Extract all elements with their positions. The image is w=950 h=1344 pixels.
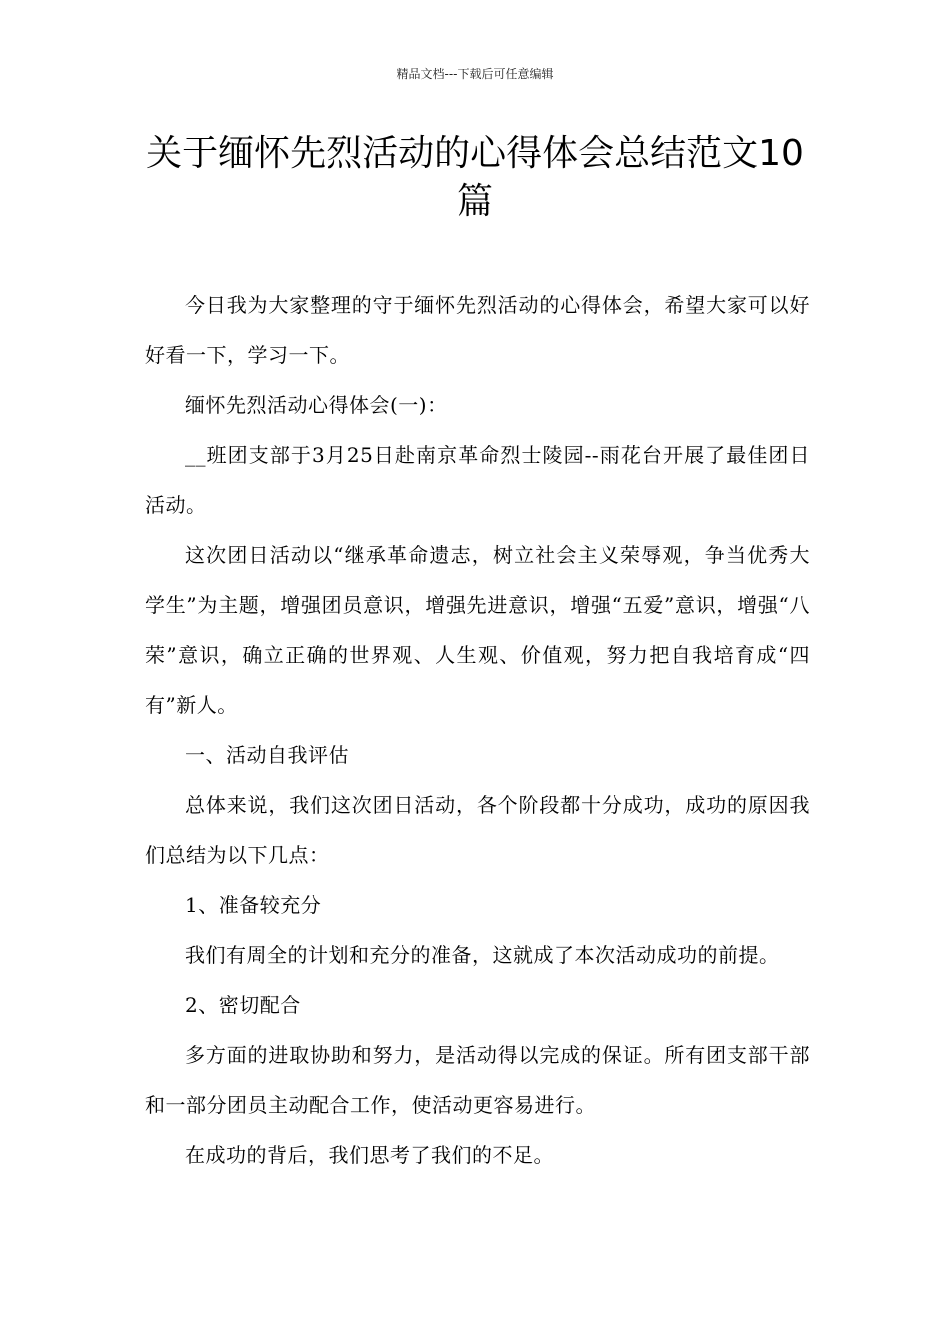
paragraph-point-1: 1、准备较充分 (185, 893, 322, 917)
page-header: 精品文档---下载后可任意编辑 (396, 67, 554, 81)
paragraph-event: __班团支部于3月25日赴南京革命烈士陵园--雨花台开展了最佳团日活动。 (145, 443, 810, 517)
paragraph-section-heading: 缅怀先烈活动心得体会(一)： (185, 393, 448, 417)
paragraph-heading-evaluation: 一、活动自我评估 (185, 743, 349, 767)
paragraph-intro: 今日我为大家整理的守于缅怀先烈活动的心得体会，希望大家可以好好看一下，学习一下。 (145, 293, 810, 367)
paragraph-reflection: 在成功的背后，我们思考了我们的不足。 (185, 1143, 554, 1167)
paragraph-point-2-detail: 多方面的进取协助和努力，是活动得以完成的保证。所有团支部干部和一部分团员主动配合工作，使活动更容易进行。 (145, 1043, 810, 1117)
paragraph-point-1-detail: 我们有周全的计划和充分的准备，这就成了本次活动成功的前提。 (185, 943, 780, 967)
document-title: 关于缅怀先烈活动的心得体会总结范文10篇 (146, 133, 804, 222)
document-body (145, 280, 810, 1180)
paragraph-theme: 这次团日活动以“继承革命遗志，树立社会主义荣辱观，争当优秀大学生”为主题，增强团员意识，增强先进意识，增强“五爱”意识，增强“八荣”意识，确立正确的世界观、人生观、价值观，努力把自我培育成“四有”新人。 (145, 543, 810, 717)
paragraph-summary: 总体来说，我们这次团日活动，各个阶段都十分成功，成功的原因我们总结为以下几点： (145, 793, 810, 867)
paragraph-point-2: 2、密切配合 (185, 993, 301, 1017)
